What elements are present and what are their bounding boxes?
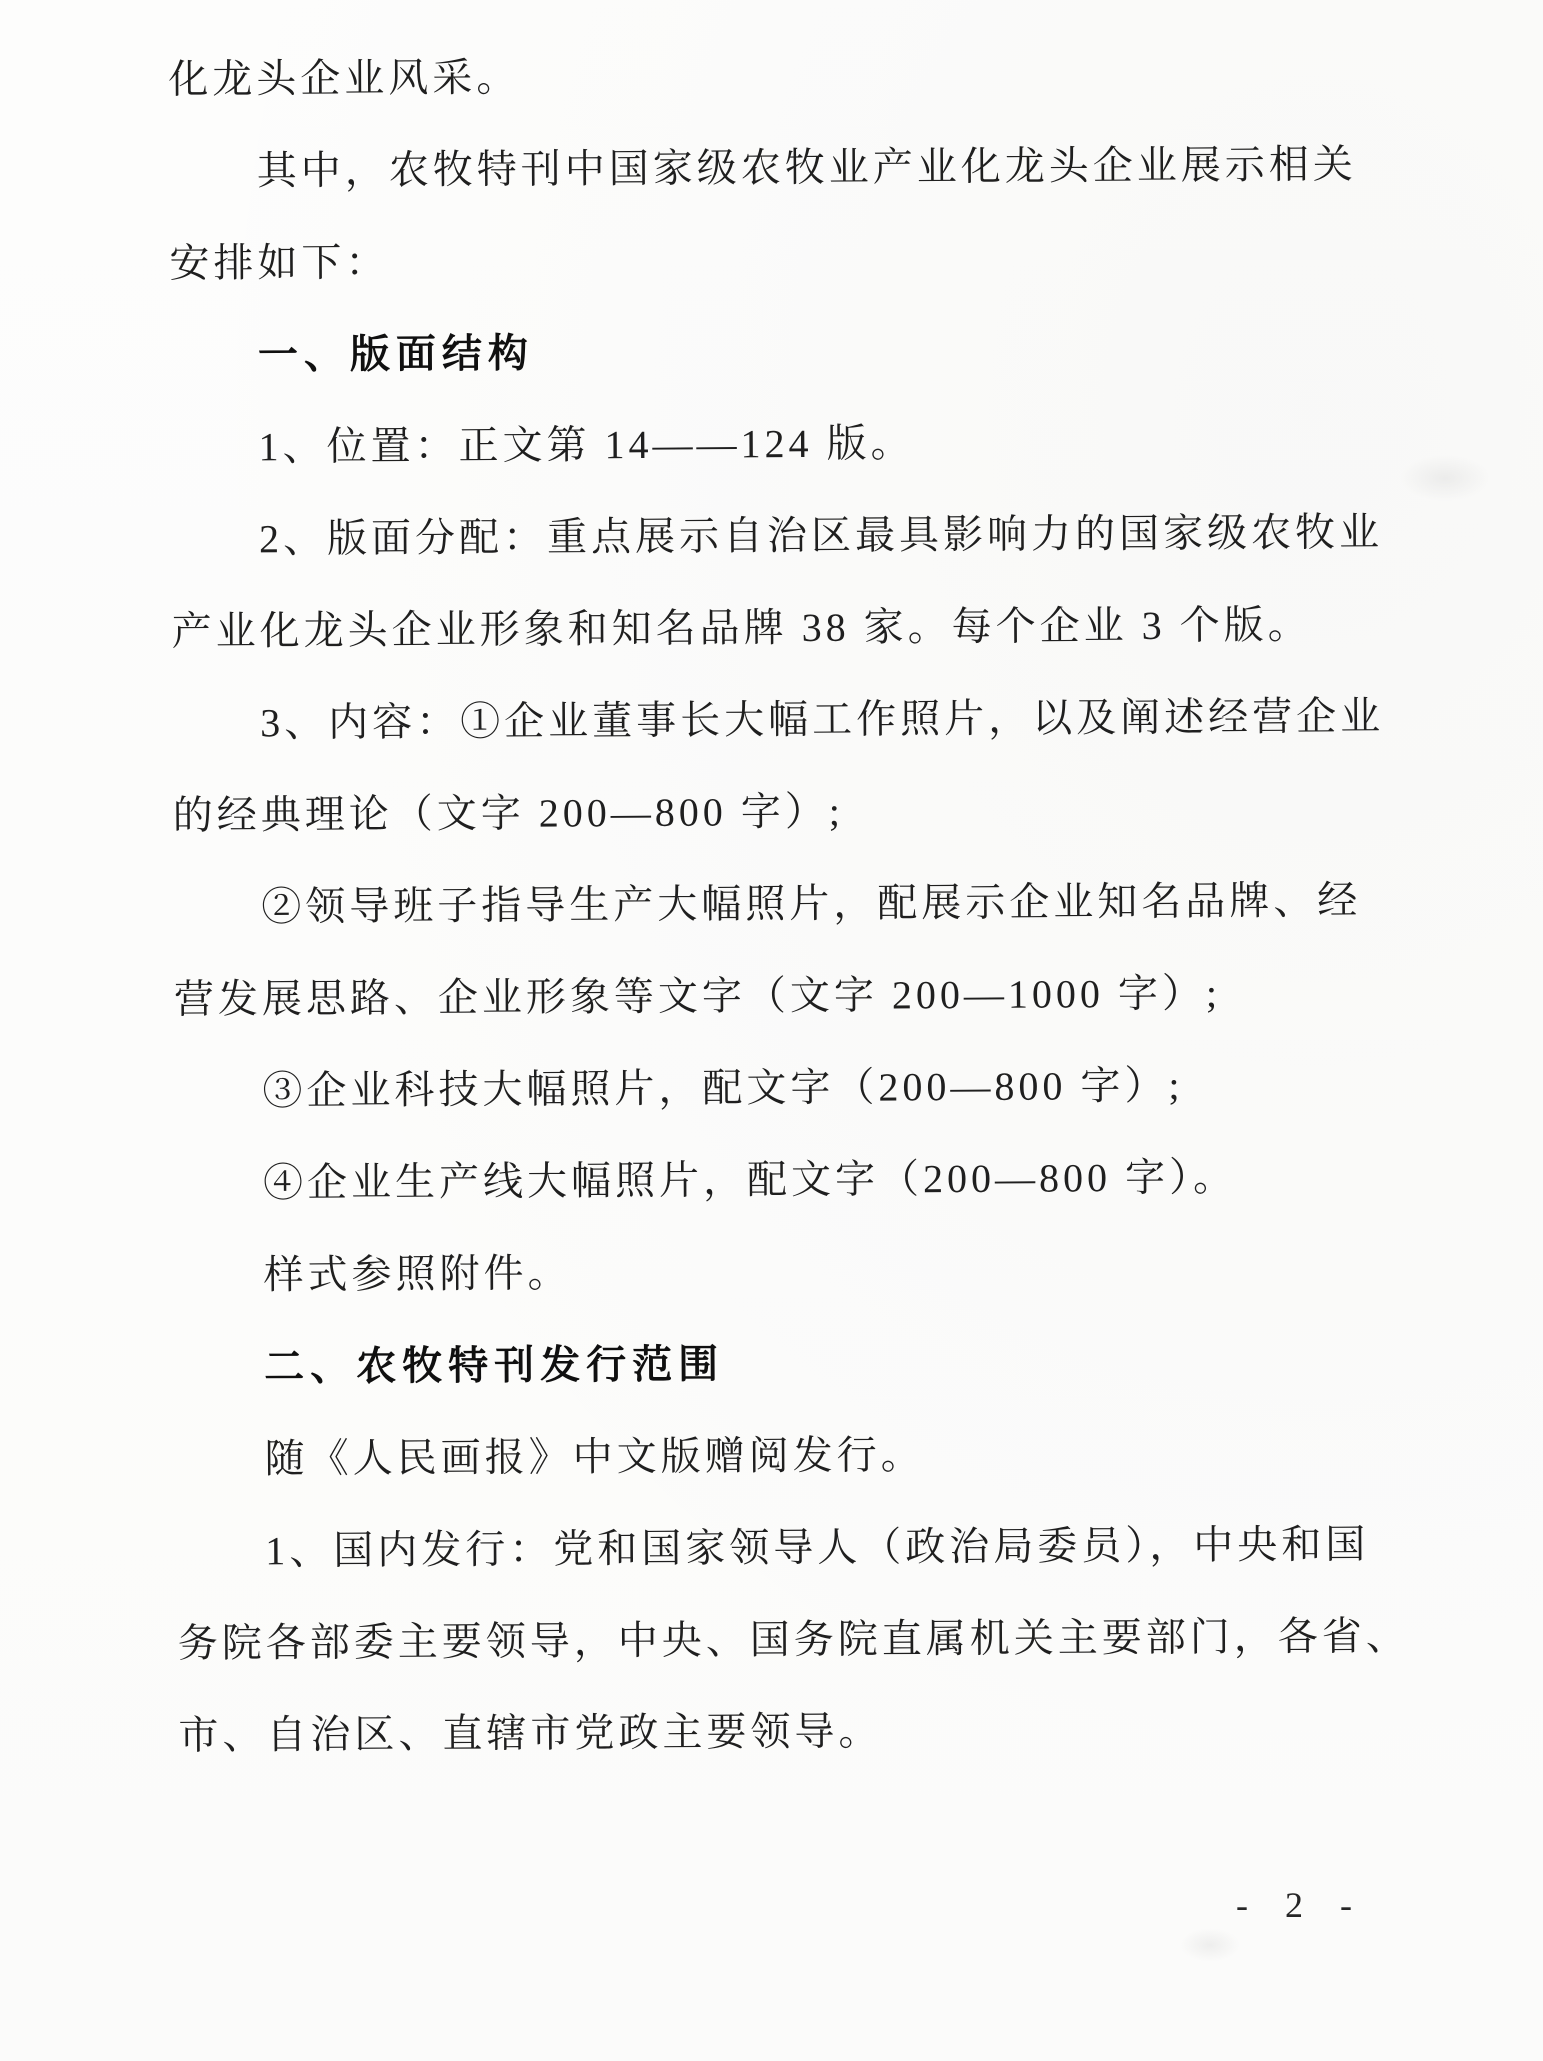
doc-line: ④企业生产线大幅照片，配文字（200—800 字）。 xyxy=(262,1154,1238,1206)
doc-line: 1、位置：正文第 14——124 版。 xyxy=(258,420,915,470)
doc-line: 安排如下： xyxy=(169,239,390,286)
doc-line: ②领导班子指导生产大幅照片，配展示企业知名品牌、经 xyxy=(261,877,1362,930)
doc-line: 样式参照附件。 xyxy=(263,1250,572,1298)
doc-line: 随《人民画报》中文版赠阅发行。 xyxy=(264,1432,925,1482)
scan-artifact xyxy=(1180,1928,1240,1962)
doc-line: 产业化龙头企业形象和知名品牌 38 家。每个企业 3 个版。 xyxy=(171,601,1312,654)
doc-line: 其中，农牧特刊中国家级农牧业产业化龙头企业展示相关 xyxy=(256,141,1357,194)
doc-line: 务院各部委主要领导，中央、国务院直属机关主要部门，各省、 xyxy=(177,1613,1410,1666)
doc-line: 3、内容：①企业董事长大幅工作照片，以及阐述经营企业 xyxy=(260,693,1385,746)
doc-line: 化龙头企业风采。 xyxy=(168,54,521,102)
doc-line: 的经典理论（文字 200—800 字）; xyxy=(172,788,845,838)
doc-line: 1、国内发行：党和国家领导人（政治局委员），中央和国 xyxy=(265,1521,1370,1574)
doc-line: ③企业科技大幅照片，配文字（200—800 字）; xyxy=(262,1062,1184,1114)
doc-line: 2、版面分配：重点展示自治区最具影响力的国家级农牧业 xyxy=(258,509,1384,562)
document-body xyxy=(168,26,1454,1782)
page-number: - 2 - xyxy=(1236,1885,1366,1925)
doc-line: 营发展思路、企业形象等文字（文字 200—1000 字）; xyxy=(173,970,1222,1022)
section-heading-distribution: 二、农牧特刊发行范围 xyxy=(264,1341,725,1391)
doc-line: 市、自治区、直辖市党政主要领导。 xyxy=(178,1708,883,1758)
section-heading-layout: 一、版面结构 xyxy=(257,330,535,379)
